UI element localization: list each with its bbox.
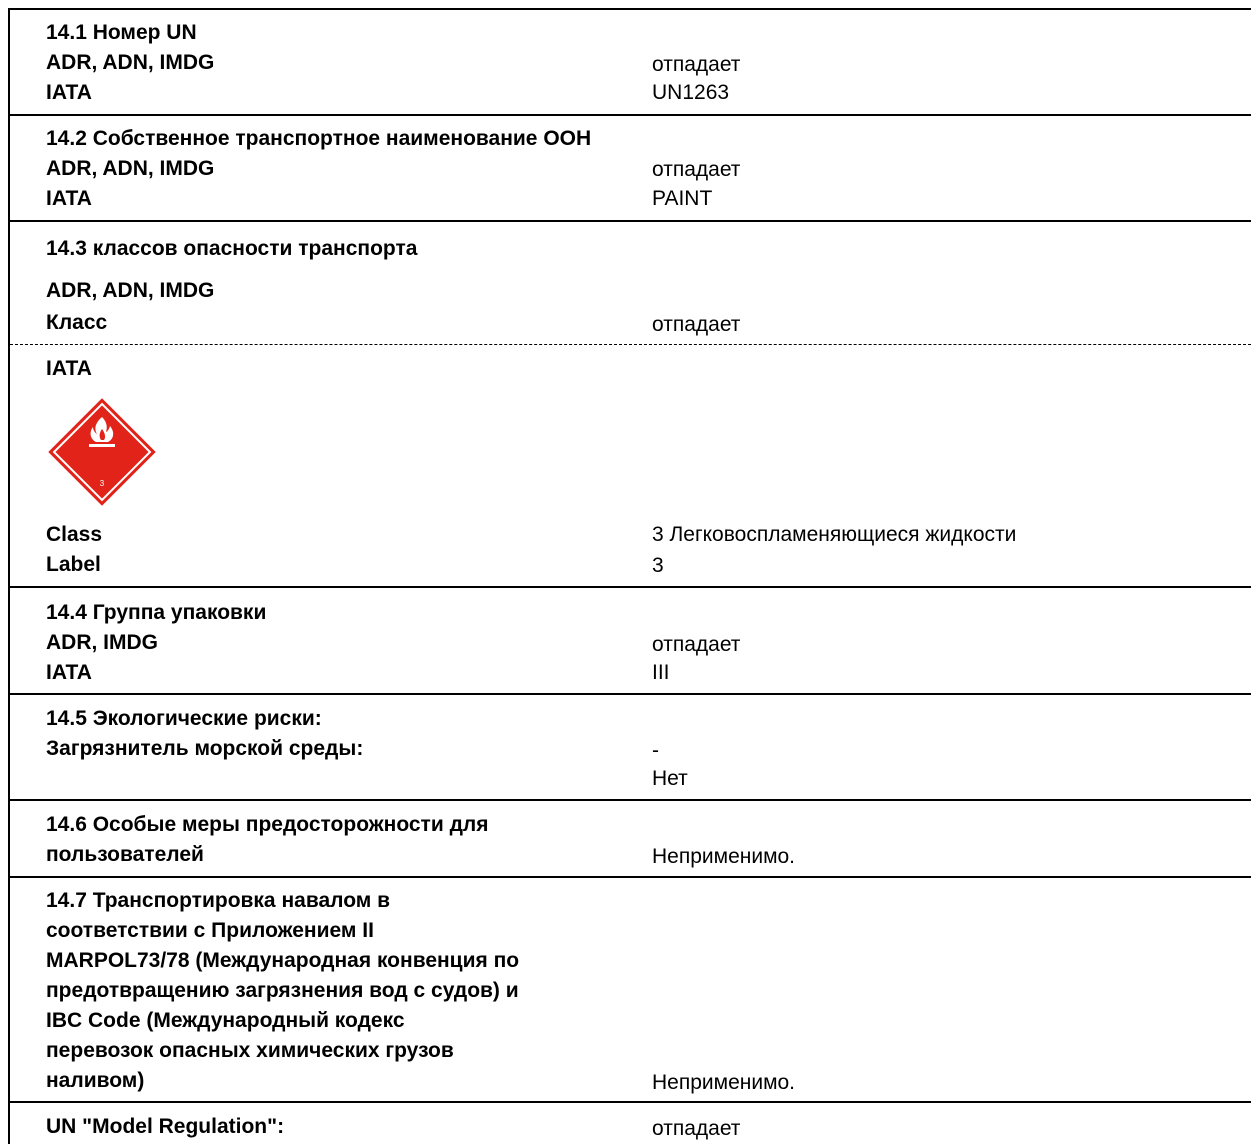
s1-row1-label: ADR, ADN, IMDG: [46, 51, 215, 74]
divider: [10, 693, 1251, 695]
section-14-7-line: перевозок опасных химических грузов: [46, 1039, 454, 1062]
s2-row1-label: ADR, ADN, IMDG: [46, 157, 215, 180]
s4-row1-value: отпадает: [652, 633, 741, 656]
s4-row2-label: IATA: [46, 661, 92, 684]
s3-class-label: Класс: [46, 311, 108, 334]
section-14-4-title: 14.4 Группа упаковки: [46, 601, 267, 624]
dashed-divider: [10, 344, 1251, 345]
flammable-liquid-diamond-icon: [48, 398, 156, 506]
s3-group-label: ADR, ADN, IMDG: [46, 279, 215, 302]
section-14-7-line: 14.7 Транспортировка навалом в: [46, 889, 391, 912]
section-14-6-title-line1: 14.6 Особые меры предосторожности для: [46, 813, 489, 836]
s4-row1-label: ADR, IMDG: [46, 631, 158, 654]
s1-row2-value: UN1263: [652, 81, 730, 104]
s6-value: Неприменимо.: [652, 845, 796, 868]
s3-class2-label: Class: [46, 523, 103, 546]
s1-row1-value: отпадает: [652, 53, 741, 76]
s2-row2-label: IATA: [46, 187, 92, 210]
flame-base: [89, 444, 115, 447]
diamond-shape: [49, 399, 155, 505]
section-14-6-title-line2: пользователей: [46, 843, 204, 866]
section-14-7-line: предотвращению загрязнения вод с судов) и: [46, 979, 519, 1002]
section-14-2-title: 14.2 Собственное транспортное наименование ООН: [46, 127, 592, 150]
s5-value-1: -: [652, 739, 659, 762]
section-14-1-title: 14.1 Номер UN: [46, 21, 197, 44]
section-14-7-line: наливом): [46, 1069, 145, 1092]
divider: [10, 114, 1251, 116]
divider: [10, 876, 1251, 878]
s7-value: Неприменимо.: [652, 1071, 796, 1094]
section-14-7-line: IBC Code (Международный кодекс: [46, 1009, 405, 1032]
divider: [10, 1101, 1251, 1103]
divider: [10, 220, 1251, 222]
s5-label: Загрязнитель морской среды:: [46, 737, 364, 760]
s5-value-2: Нет: [652, 767, 688, 790]
s3-label-label: Label: [46, 553, 101, 576]
s3-class2-value: 3 Легковоспламеняющиеся жидкости: [652, 523, 1017, 546]
divider: [10, 799, 1251, 801]
section-14-5-title: 14.5 Экологические риски:: [46, 707, 322, 730]
s3-iata-title: IATA: [46, 357, 92, 380]
s4-row2-value: III: [652, 661, 670, 684]
section-14-7-line: MARPOL73/78 (Международная конвенция по: [46, 949, 520, 972]
pictogram-class-number: 3: [99, 479, 105, 488]
model-regulation-label: UN "Model Regulation":: [46, 1115, 285, 1138]
model-regulation-value: отпадает: [652, 1117, 741, 1140]
s2-row2-value: PAINT: [652, 187, 713, 210]
divider: [10, 586, 1251, 588]
section-14-7-line: соответствии с Приложением II: [46, 919, 374, 942]
s1-row2-label: IATA: [46, 81, 92, 104]
s3-class-value: отпадает: [652, 313, 741, 336]
section-14-3-title: 14.3 классов опасности транспорта: [46, 237, 418, 260]
transport-info-table: [8, 8, 1251, 1144]
s3-label-value: 3: [652, 554, 664, 577]
s2-row1-value: отпадает: [652, 158, 741, 181]
